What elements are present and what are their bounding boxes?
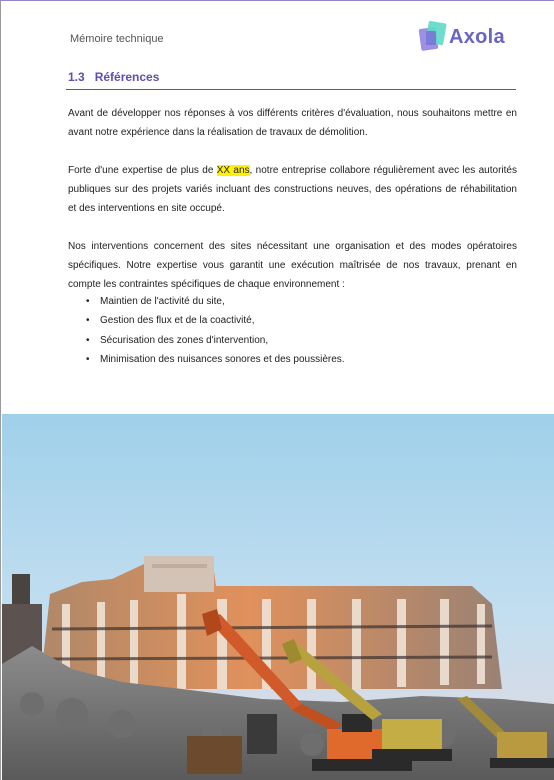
paragraph-expertise-text [68, 161, 517, 218]
list-item: • Minimisation des nuisances sonores et des poussières. [86, 350, 506, 369]
paragraph-interventions-text: Nos interventions concernent des sites nécessitant une organisation et des modes opératoires spécifiques. Notre expertise vous garantit une exécution maîtrisée de nos travaux, prenant en compte les contraintes spécifiques de chaque environnement : [68, 241, 517, 290]
constraints-list [86, 292, 506, 369]
list-item: • Maintien de l'activité du site, [86, 292, 506, 311]
highlighted-years: XX ans [216, 165, 250, 176]
page-left-edge [0, 0, 1, 780]
paragraph-interventions [68, 237, 517, 294]
list-item: • Gestion des flux et de la coactivité, [86, 311, 506, 330]
demolition-photo [2, 414, 554, 780]
logo-mark-icon [418, 19, 450, 53]
paragraph-expertise-rest: , notre entreprise collabore régulièrement avec les autorités publiques sur des projets variés incluant des constructions neuves, des opérations de réhabilitation et des interventions en site occupé. [68, 165, 517, 214]
heading-underline [66, 89, 516, 90]
page-top-edge [0, 0, 554, 1]
section-number: 1.3 [68, 70, 85, 84]
paragraph-expertise [68, 161, 517, 218]
paragraph-intro [68, 104, 517, 142]
logo-text: Axola [449, 26, 505, 48]
paragraph-intro-text: Avant de développer nos réponses à vos différents critères d'évaluation, nous souhaitons mettre en avant notre expérience dans la réalisation de travaux de démolition. [68, 108, 517, 138]
axola-logo [418, 19, 518, 53]
document-header-title: Mémoire technique [70, 33, 164, 45]
section-heading [68, 70, 159, 84]
list-item: • Sécurisation des zones d'intervention, [86, 331, 506, 350]
paragraph-expertise-lead: Forte d'une expertise de plus de [68, 165, 217, 176]
section-title: Références [94, 70, 160, 84]
